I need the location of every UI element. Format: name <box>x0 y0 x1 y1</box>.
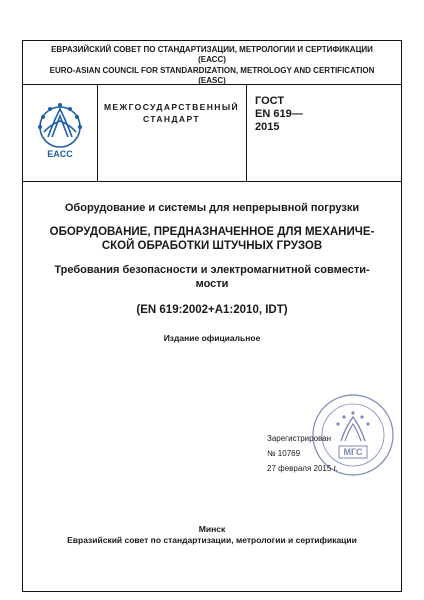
eacc-logo <box>23 85 98 181</box>
standard-kind <box>97 85 247 181</box>
standard-designation <box>255 95 395 134</box>
registration-stamp <box>267 393 397 493</box>
registration-date: 27 февраля 2015 г. <box>267 464 338 473</box>
standard-kind-line2: СТАНДАРТ <box>142 114 200 124</box>
title-main-line1: ОБОРУДОВАНИЕ, ПРЕДНАЗНАЧЕННОЕ ДЛЯ МЕХАНИЧЕ- <box>49 226 375 238</box>
council-abbr-ru: (ЕАСС) <box>198 55 226 65</box>
edition-label: Издание официальное <box>163 333 261 343</box>
registration-number: № 10769 <box>267 449 301 458</box>
stamp-text: МГС <box>343 447 363 457</box>
publisher-footer <box>23 524 401 546</box>
title-sub-line2: мости <box>195 278 229 290</box>
registration-info <box>267 431 338 476</box>
designation-prefix: ГОСТ <box>255 95 285 107</box>
designation-year: 2015 <box>255 121 280 133</box>
council-header <box>23 41 401 85</box>
standard-header-row <box>23 85 401 182</box>
designation-number: EN 619— <box>255 108 303 120</box>
logo-label: EACC <box>47 149 73 159</box>
council-name-en: EURO-ASIAN COUNCIL FOR STANDARDIZATION, METROLOGY AND CERTIFICATION <box>49 65 375 75</box>
title-sub <box>23 263 401 291</box>
council-abbr-en: (EASC) <box>198 76 226 86</box>
title-page-frame <box>22 40 402 592</box>
publisher-city: Минск <box>198 524 226 534</box>
council-name-ru: ЕВРАЗИЙСКИЙ СОВЕТ ПО СТАНДАРТИЗАЦИИ, МЕТРОЛОГИИ И СЕРТИФИКАЦИИ <box>51 45 373 54</box>
standard-kind-line1: МЕЖГОСУДАРСТВЕННЫЙ <box>103 102 240 112</box>
title-group: Оборудование и системы для непрерывной погрузки <box>64 202 360 214</box>
title-main <box>23 225 401 253</box>
title-sub-line1: Требования безопасности и электромагнитной совмести- <box>54 264 370 276</box>
title-block <box>23 201 401 344</box>
title-main-line2: СКОЙ ОБРАБОТКИ ШТУЧНЫХ ГРУЗОВ <box>101 240 323 252</box>
registered-label: Зарегистрирован <box>267 434 332 443</box>
publisher-name: Евразийский совет по стандартизации, метрологии и сертификации <box>67 535 357 545</box>
title-reference: (EN 619:2002+A1:2010, IDT) <box>136 304 288 316</box>
eacc-emblem-icon <box>23 85 97 181</box>
